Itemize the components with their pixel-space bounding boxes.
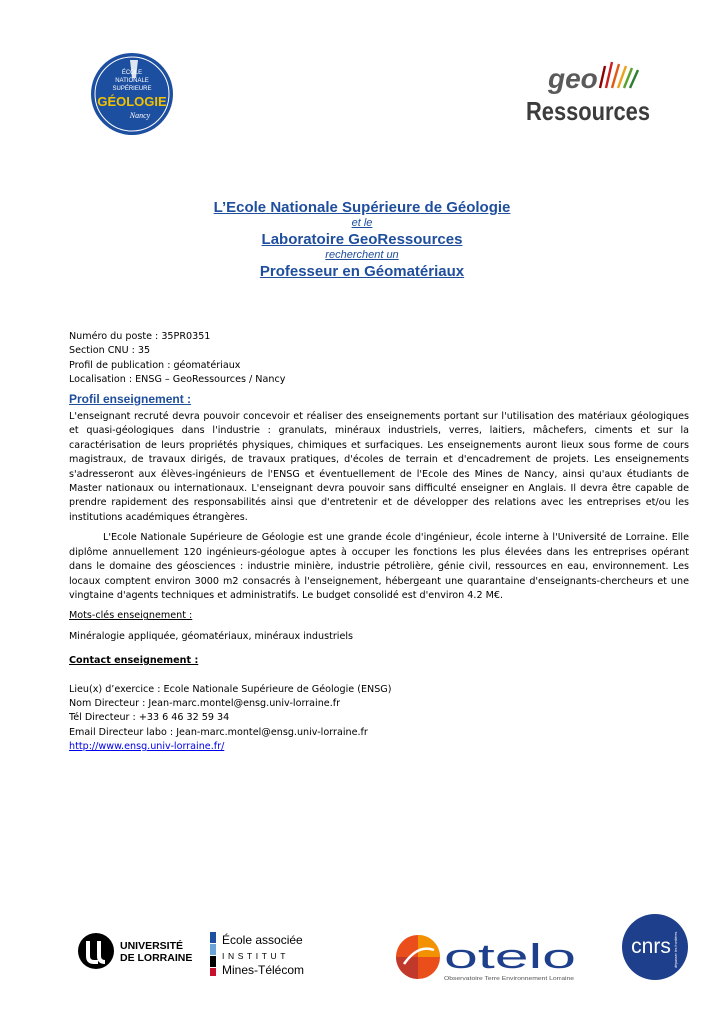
announcement-heading bbox=[60, 198, 664, 281]
svg-text:Observatoire Terre Environneme: Observatoire Terre Environnement Lorraine bbox=[444, 976, 575, 982]
heading-laboratory: Laboratoire GeoRessources bbox=[261, 231, 463, 248]
meta-localisation: Localisation : ENSG – GeoRessources / Nancy bbox=[69, 374, 286, 386]
contact-title: Contact enseignement : bbox=[69, 655, 199, 667]
svg-text:GÉOLOGIE: GÉOLOGIE bbox=[97, 94, 167, 109]
svg-text:DE LORRAINE: DE LORRAINE bbox=[120, 952, 193, 964]
heading-school: L’Ecole Nationale Supérieure de Géologie bbox=[213, 199, 511, 216]
heading-position: Professeur en Géomatériaux bbox=[259, 263, 465, 280]
universite-lorraine-logo bbox=[74, 928, 193, 974]
svg-text:geo: geo bbox=[548, 63, 598, 94]
meta-profil: Profil de publication : géomatériaux bbox=[69, 359, 241, 371]
contact-directeur: Nom Directeur : Jean-marc.montel@ensg.univ-lorraine.fr bbox=[69, 697, 341, 709]
svg-text:SUPÉRIEURE: SUPÉRIEURE bbox=[112, 86, 152, 92]
profil-paragraph-1: L'enseignant recruté devra pouvoir concevoir et réaliser des enseignements portant sur l'utilisation des matériaux géologiques et quasi-géologiques dans l'industrie : granulats, minéraux industriels, verres, laitiers, mâchefers, ciments et sur la caractérisation de leurs propriétés physiques, chimiques et surfaciques. Les enseignements auront lieux sous forme de cours magistraux, de travaux dirigés, de travaux pratiques, d'écoles de terrain et d'encadrement de projets. Les enseignements s'adresseront aux élèves-ingénieurs de l'ENSG et éventuellement de l'Ecole des Mines de Nancy, ainsi qu'aux étudiants de Master nationaux ou internationaux. L'enseignant devra pouvoir sans difficulté enseigner en Anglais. Il devra être capable de prendre rapidement des responsabilités ainsi que d'entretenir et de développer des relations avec les entreprises et/ou les institutions académiques étrangères. bbox=[69, 411, 689, 523]
svg-text:Ressources: Ressources bbox=[526, 96, 650, 126]
svg-text:Nancy: Nancy bbox=[129, 111, 151, 120]
contact-email: Email Directeur labo : Jean-marc.montel@ensg.univ-lorraine.fr bbox=[69, 726, 368, 738]
heading-connector-2: recherchent un bbox=[325, 249, 399, 261]
otelo-logo bbox=[394, 930, 580, 984]
svg-text:cnrs: cnrs bbox=[631, 935, 671, 958]
document-body bbox=[69, 330, 689, 755]
svg-text:École associée: École associée bbox=[222, 933, 303, 947]
georessources-logo bbox=[522, 58, 654, 128]
svg-text:dépasser les frontières: dépasser les frontières bbox=[674, 931, 678, 968]
ensg-website-link[interactable]: http://www.ensg.univ-lorraine.fr/ bbox=[69, 741, 225, 753]
profil-title: Profil enseignement : bbox=[69, 391, 192, 406]
svg-text:NATIONALE: NATIONALE bbox=[115, 78, 149, 84]
ecole-associee-logo bbox=[208, 928, 332, 978]
svg-text:INSTITUT: INSTITUT bbox=[222, 951, 290, 961]
cnrs-logo bbox=[620, 912, 690, 982]
contact-lieu: Lieu(x) d’exercice : Ecole Nationale Supérieure de Géologie (ENSG) bbox=[69, 683, 392, 695]
position-meta bbox=[69, 330, 689, 388]
svg-text:otelo: otelo bbox=[444, 938, 576, 976]
profil-paragraph-2: L'Ecole Nationale Supérieure de Géologie est une grande école d'ingénieur, école interne à l'Université de Lorraine. Elle diplôme annuellement 120 ingénieurs-géologue aptes à occuper les fonctions les plus élevées dans les entreprises opérant dans le domaine des géosciences : industrie minière, industrie pétrolière, génie civil, ressources en eau, environnement. Les locaux comptent environ 3000 m2 consacrés à l'enseignement, hébergeant une quarantaine d'enseignants-chercheurs et une vingtaine d'agents techniques et administratifs. Le budget consolidé est d'environ 4.2 M€. bbox=[69, 532, 689, 601]
keywords-title: Mots-clés enseignement : bbox=[69, 610, 193, 622]
meta-poste: Numéro du poste : 35PR0351 bbox=[69, 331, 211, 342]
ensg-logo bbox=[90, 52, 174, 136]
contact-tel: Tél Directeur : +33 6 46 32 59 34 bbox=[69, 712, 230, 724]
heading-connector: et le bbox=[351, 217, 373, 229]
svg-text:UNIVERSITÉ: UNIVERSITÉ bbox=[120, 940, 184, 952]
meta-section: Section CNU : 35 bbox=[69, 345, 151, 357]
keywords-text: Minéralogie appliquée, géomatériaux, minéraux industriels bbox=[69, 630, 354, 642]
svg-text:Mines-Télécom: Mines-Télécom bbox=[222, 963, 305, 977]
svg-text:ÉCOLE: ÉCOLE bbox=[121, 70, 143, 76]
